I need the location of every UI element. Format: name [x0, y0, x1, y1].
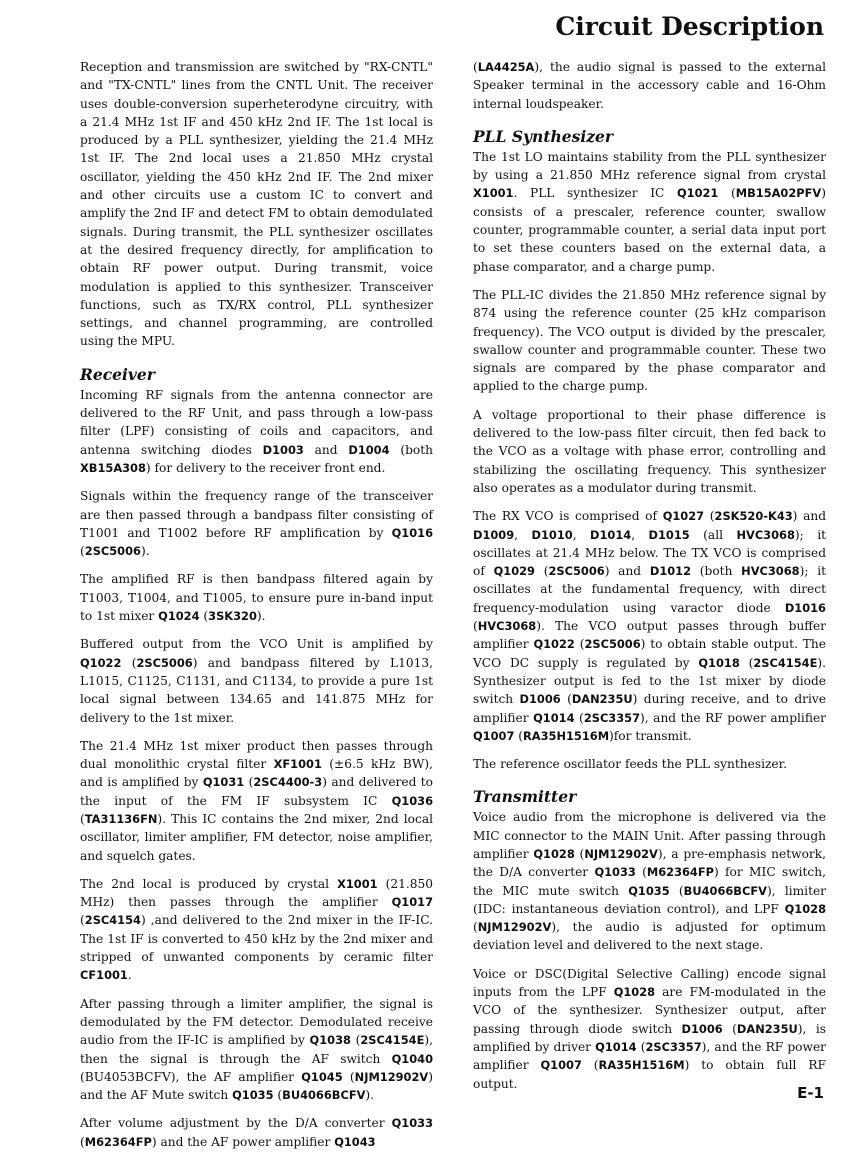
part-ref: TA31136FN: [84, 811, 158, 826]
text-span: ), and the RF power amplifier: [640, 710, 826, 725]
part-ref: Q1035: [628, 883, 670, 898]
intro-paragraph: Reception and transmission are switched by "RX-CNTL" and "TX-CNTL" lines from the CNTL Unit. The receiver uses double-conversion superheterodyne circuitry, with a 21.4 MHz 1st IF and 450 kHz 2nd IF. The 1st local is produced by a PLL synthesizer, yielding the 21.4 MHz 1st IF. The 2nd local uses a 21.850 MHz crystal oscillator, yielding the 450 kHz 2nd IF. The 2nd mixer and other circuits use a custom IC to convert and amplify the 2nd IF and detect FM to obtain demodulated signals. During transmit, the PLL synthesizer oscillates at the desired frequency directly, for amplification to obtain RF power output. During transmit, voice modulation is applied to this synthesizer. Transceiver functions, such as TX/RX control, PLL synthesizer settings, and channel programming, are controlled using the MPU.: [80, 60, 433, 349]
text-span: ,: [631, 527, 649, 542]
part-ref: 2SC4400-3: [253, 775, 323, 790]
part-ref: MB15A02PFV: [735, 186, 822, 201]
part-ref: XB15A308: [80, 460, 146, 475]
part-ref: Q1028: [613, 985, 656, 1000]
part-ref: Q1021: [676, 186, 719, 201]
text-span: (: [80, 811, 85, 826]
text-span: Voice audio from the microphone is delivered via the MIC connector to the MAIN Unit. After passing through amplifier: [473, 810, 826, 861]
part-ref: D1012: [649, 564, 692, 579]
text-span: ).: [365, 1088, 375, 1103]
page-title: Circuit Description: [555, 12, 824, 41]
part-ref: Q1033: [594, 865, 636, 880]
text-span: After volume adjustment by the D/A converter: [80, 1116, 392, 1131]
text-span: ) and the AF power amplifier: [151, 1134, 335, 1149]
pll-paragraph-1: [473, 148, 826, 276]
receiver-paragraph-3: [80, 570, 433, 625]
part-ref: Q1014: [595, 1039, 637, 1054]
part-ref: 2SC4154: [84, 913, 141, 928]
text-span: (BU4053BCFV), the AF amplifier: [80, 1069, 302, 1084]
part-ref: 2SC4154E: [360, 1033, 425, 1048]
text-span: (: [581, 1058, 599, 1073]
text-span: ), and the RF power amplifier: [473, 1039, 826, 1073]
pll-paragraph-2: The PLL-IC divides the 21.850 MHz reference signal by 874 using the reference counter (25 kHz comparison frequency). The VCO output is divided by the prescaler, swallow counter and programmable counter. These two signals are compared by the phase comparator and applied to the charge pump.: [473, 287, 826, 394]
part-ref: Q1045: [301, 1069, 343, 1084]
part-ref: XF1001: [273, 757, 322, 772]
text-span: ,: [514, 527, 532, 542]
text-span: are FM-modulated in the VCO of the synthesizer. Synthesizer output, after passing through diode switch: [473, 985, 826, 1036]
text-span: The amplified RF is then bandpass filtered again by T1003, T1004, and T1005, to ensure pure in-band input to 1st mixer: [80, 572, 433, 624]
part-ref: Q1007: [473, 728, 515, 743]
text-span: (: [273, 1088, 283, 1103]
text-span: .: [127, 968, 132, 983]
part-ref: NJM12902V: [354, 1069, 429, 1084]
text-span: (both: [389, 442, 434, 457]
receiver-heading: Receiver: [80, 364, 155, 384]
part-ref: Q1018: [698, 655, 740, 670]
text-span: (: [473, 60, 478, 74]
text-span: ) and the AF Mute switch: [80, 1069, 433, 1103]
part-ref: D1016: [784, 600, 826, 615]
text-span: (: [80, 1134, 85, 1149]
part-ref: 2SC5006: [136, 655, 193, 670]
transmitter-heading: Transmitter: [473, 787, 577, 807]
receiver-paragraph-6: [80, 875, 433, 985]
text-span: ) and delivered to the input of the FM IF subsystem IC: [80, 775, 433, 808]
text-span: (: [574, 710, 584, 725]
text-span: ) for MIC switch, the MIC mute switch: [473, 865, 826, 898]
text-span: (all: [689, 527, 737, 542]
part-ref: HVC3068: [741, 564, 800, 579]
part-ref: M62364FP: [646, 865, 714, 880]
part-ref: 2SK520-K43: [714, 509, 793, 524]
receiver-paragraph-8: [80, 1114, 433, 1151]
part-ref: D1003: [262, 442, 304, 457]
part-ref: CF1001: [80, 968, 128, 983]
part-ref: BU4066BCFV: [683, 883, 767, 898]
text-span: and: [303, 442, 349, 457]
part-ref: D1010: [531, 527, 573, 542]
text-span: ), is amplified by driver: [473, 1021, 826, 1054]
part-ref: Q1036: [391, 793, 433, 808]
text-span: ), then the signal is through the AF switch: [80, 1033, 433, 1066]
pll-paragraph-5: The reference oscillator feeds the PLL synthesizer.: [473, 757, 787, 772]
text-span: ); it oscillates at the fundamental frequency, with direct frequency-modulation using varactor diode: [473, 564, 826, 615]
text-span: (: [80, 544, 85, 559]
part-ref: D1015: [648, 527, 690, 542]
receiver-paragraph-4: [80, 635, 433, 726]
text-span: ) and: [604, 564, 650, 579]
text-span: The 1st LO maintains stability from the PLL synthesizer by using a 21.850 MHz reference signal from crystal: [473, 149, 826, 183]
text-span: (: [514, 728, 524, 743]
receiver-paragraph-2: [80, 487, 433, 560]
page-number: E-1: [797, 1084, 824, 1102]
part-ref: 2SC4154E: [753, 655, 818, 670]
text-span: )for transmit.: [609, 728, 692, 743]
part-ref: D1009: [473, 527, 515, 542]
text-span: ,: [572, 527, 591, 542]
part-ref: 2SC5006: [548, 564, 605, 579]
part-ref: Q1033: [391, 1116, 433, 1131]
text-span: ) to obtain full RF output.: [473, 1058, 826, 1091]
part-ref: Q1028: [533, 846, 575, 861]
text-span: ) consists of a prescaler, reference counter, swallow counter, programmable counter, a serial data input port to set these counters based on the external data, a phase comparator, and a charge pump.: [473, 186, 826, 274]
part-ref: HVC3068: [477, 619, 537, 634]
text-span: ), the audio signal is passed to the external Speaker terminal in the accessory cable and 16-Ohm internal loudspeaker.: [473, 60, 826, 111]
text-span: (: [722, 1021, 737, 1036]
part-ref: Q1029: [493, 564, 535, 579]
text-span: (±6.5 kHz BW), and is amplified by: [80, 757, 433, 790]
text-span: ), the audio is adjusted for optimum deviation level and delivered to the next stage.: [473, 920, 826, 953]
text-span: (: [534, 564, 549, 579]
part-ref: Q1022: [533, 637, 575, 652]
text-span: (: [574, 846, 585, 861]
text-span: (: [350, 1033, 361, 1048]
text-span: ).: [256, 609, 266, 624]
part-ref: RA35H1516M: [523, 728, 610, 743]
text-span: (: [718, 186, 736, 201]
text-span: ). The VCO output passes through buffer amplifier: [473, 619, 826, 652]
part-ref: Q1043: [334, 1134, 376, 1149]
part-ref: 2SC3357: [583, 710, 641, 725]
text-span: The 2nd local is produced by crystal: [80, 876, 338, 891]
text-span: ), a pre-emphasis network, the D/A converter: [473, 846, 826, 880]
transmitter-paragraph-1: [473, 808, 826, 954]
text-span: (: [704, 509, 715, 524]
part-ref: Q1027: [662, 509, 705, 524]
part-ref: 2SC3357: [645, 1039, 702, 1054]
part-ref: 2SC5006: [84, 544, 141, 559]
text-span: ), limiter (IDC: instantaneous deviation control), and LPF: [473, 883, 826, 916]
part-ref: X1001: [337, 876, 378, 891]
part-ref: D1006: [519, 692, 561, 707]
text-span: After passing through a limiter amplifier, the signal is demodulated by the FM detector. Demodulated receive audio from the IF-IC is amplified by: [80, 996, 433, 1048]
text-span: (: [244, 775, 254, 790]
text-span: The 21.4 MHz 1st mixer product then passes through dual monolithic crystal filter: [80, 738, 433, 772]
text-span: Signals within the frequency range of the transceiver are then passed through a bandpass filter consisting of T1001 and T1002 before RF amplification by: [80, 489, 433, 540]
right-column: [473, 58, 826, 1103]
text-span: (: [669, 883, 684, 898]
transmitter-paragraph-2: [473, 965, 826, 1093]
text-span: (both: [691, 564, 742, 579]
text-span: Voice or DSC(Digital Selective Calling) encode signal inputs from the LPF: [473, 966, 826, 1000]
left-column: [80, 58, 433, 1161]
part-ref: Q1014: [533, 710, 575, 725]
text-span: ) to obtain stable output. The VCO DC supply is regulated by: [473, 637, 826, 670]
text-span: The RX VCO is comprised of: [473, 509, 663, 524]
text-span: (: [342, 1069, 355, 1084]
part-ref: M62364FP: [84, 1134, 152, 1149]
part-ref: Q1031: [202, 775, 245, 790]
part-ref: 3SK320: [208, 609, 257, 624]
pll-paragraph-4: [473, 507, 826, 745]
part-ref: D1006: [681, 1021, 723, 1036]
text-span: ) and bandpass filtered by L1013, L1015, C1125, C1131, and C1134, to provide a pure 1st local signal between 134.65 and 141.875 MHz for delivery to the 1st mixer.: [80, 655, 433, 725]
text-span: ). This IC contains the 2nd mixer, 2nd local oscillator, limiter amplifier, FM detector, noise amplifier, and squelch gates.: [80, 811, 433, 863]
part-ref: HVC3068: [736, 527, 795, 542]
part-ref: Q1040: [391, 1051, 433, 1066]
part-ref: NJM12902V: [584, 846, 658, 861]
text-span: ). Synthesizer output is fed to the 1st mixer by diode switch: [473, 655, 826, 707]
part-ref: Q1016: [391, 525, 433, 540]
text-span: Buffered output from the VCO Unit is amplified by: [80, 637, 433, 652]
text-span: ) during receive, and to drive amplifier: [473, 692, 826, 725]
text-span: ).: [140, 544, 150, 559]
text-span: ) ,and delivered to the 2nd mixer in the IF-IC. The 1st IF is converted to 450 kHz by the 2nd mixer and stripped of unwanted components by ceramic filter: [80, 913, 433, 965]
part-ref: D1014: [590, 527, 632, 542]
part-ref: X1001: [473, 186, 514, 201]
part-ref: RA35H1516M: [598, 1058, 685, 1073]
part-ref: Q1028: [784, 901, 826, 916]
text-span: ) and: [792, 509, 827, 524]
part-ref: 2SC5006: [584, 637, 641, 652]
text-span: ) for delivery to the receiver front end.: [145, 460, 386, 475]
part-ref: Q1035: [232, 1088, 274, 1103]
part-ref: BU4066BCFV: [282, 1088, 366, 1103]
text-span: (: [636, 1039, 646, 1054]
pll-paragraph-3: A voltage proportional to their phase difference is delivered to the low-pass filter circuit, then fed back to the VCO as a voltage with phase error, controlling and stabilizing the oscillating frequency. This synthesizer also operates as a modulator during transmit.: [473, 407, 826, 495]
part-ref: DAN235U: [736, 1021, 798, 1036]
part-ref: Q1024: [158, 609, 200, 624]
text-span: (: [80, 913, 85, 928]
text-span: (: [574, 637, 585, 652]
part-ref: D1004: [348, 442, 390, 457]
part-ref: Q1007: [540, 1058, 582, 1073]
text-span: ); it oscillates at 21.4 MHz below. The TX VCO is comprised of: [473, 527, 827, 579]
part-ref: Q1017: [391, 895, 433, 910]
text-span: (: [473, 920, 478, 935]
text-span: (: [635, 865, 647, 880]
part-ref: DAN235U: [571, 692, 633, 707]
part-ref: NJM12902V: [477, 920, 552, 935]
text-span: (: [121, 655, 137, 670]
receiver-paragraph-8-continued: [473, 58, 826, 113]
receiver-paragraph-5: [80, 737, 433, 865]
part-ref: Q1022: [80, 655, 122, 670]
text-span: (: [739, 655, 754, 670]
part-ref: LA4425A: [477, 60, 535, 74]
pll-synthesizer-heading: PLL Synthesizer: [473, 126, 614, 146]
text-span: (: [199, 609, 209, 624]
text-span: Incoming RF signals from the antenna connector are delivered to the RF Unit, and pass through a low-pass filter (LPF) consisting of coils and capacitors, and antenna switching diodes: [80, 387, 433, 457]
receiver-paragraph-7: [80, 995, 433, 1105]
text-span: (: [473, 619, 478, 634]
receiver-paragraph-1: [80, 386, 433, 477]
part-ref: Q1038: [309, 1033, 351, 1048]
text-span: . PLL synthesizer IC: [513, 186, 677, 201]
text-span: (21.850 MHz) then passes through the amplifier: [80, 876, 433, 910]
text-span: (: [560, 692, 572, 707]
